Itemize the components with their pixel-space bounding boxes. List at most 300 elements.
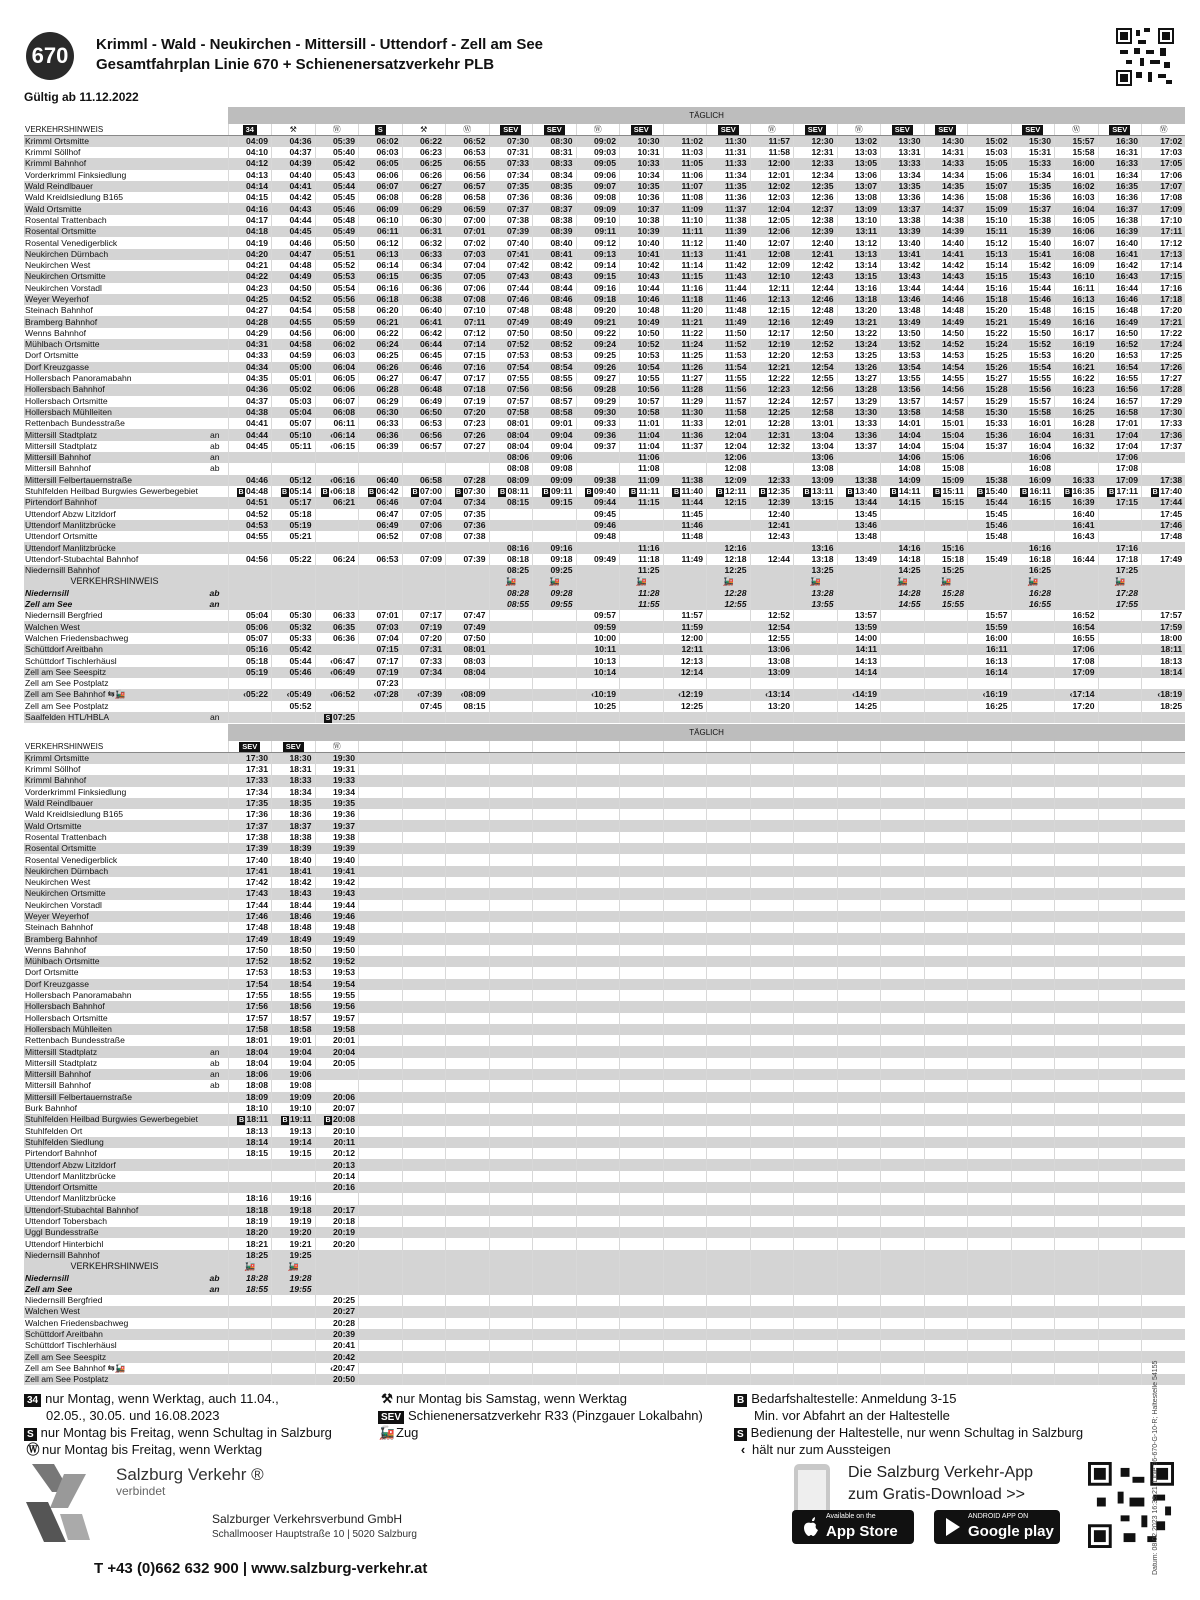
departure-time: 08:41 [533,249,577,260]
service-marker: ⚒ [402,124,446,136]
departure-time: 11:04 [620,429,664,440]
departure-time: 19:52 [315,956,359,967]
departure-time [489,922,533,933]
departure-time [1055,1046,1099,1057]
departure-time: 16:20 [1055,350,1099,361]
departure-time [402,576,446,587]
departure-time [620,1114,664,1125]
departure-time [924,644,968,655]
departure-time [881,945,925,956]
arrival-departure-flag [206,531,228,542]
departure-time [446,775,490,786]
departure-time [1055,1193,1099,1204]
timetable-row [24,1295,1185,1306]
departure-time: 17:09 [1098,475,1142,486]
departure-time [576,877,620,888]
departure-time: 12:24 [750,396,794,407]
contact-line[interactable]: T +43 (0)662 632 900 | www.salzburg-verkehr.at [94,1560,428,1577]
stop-name: Hollersbach Panoramabahn [25,990,132,1001]
departure-time: 17:29 [1142,396,1186,407]
departure-time [402,1024,446,1035]
departure-time [489,888,533,899]
departure-time: 16:00 [968,633,1012,644]
departure-time: B 11:11 [620,486,664,497]
arrival-departure-flag [206,956,228,967]
departure-time [794,922,838,933]
departure-time: 18:43 [272,888,316,899]
departure-time [1098,911,1142,922]
departure-time [968,1227,1012,1238]
departure-time: 15:54 [1011,362,1055,373]
departure-time: 06:30 [359,407,403,418]
departure-time [620,1024,664,1035]
departure-time: 06:58 [402,475,446,486]
departure-time: 06:23 [402,147,446,158]
departure-time [794,1351,838,1362]
departure-time: 07:19 [359,667,403,678]
departure-time [1011,644,1055,655]
departure-time [620,956,664,967]
departure-time: 09:16 [533,542,577,553]
departure-time: 18:34 [272,787,316,798]
departure-time [924,712,968,723]
stop-name: Rettenbach Bundesstraße [25,1035,125,1046]
departure-time [924,1250,968,1261]
departure-time [968,1363,1012,1374]
stop-name: Uttendorf Manlitzbrücke [25,1193,116,1204]
stop-name: Neukirchen West [25,260,91,271]
departure-time: 15:16 [968,283,1012,294]
departure-time [663,832,707,843]
departure-time [1011,520,1055,531]
departure-time: 11:08 [663,192,707,203]
print-stamp: Datum: 08.02.2023 16:38:21; Linie 96-670-G-10-R; Haltestelle 54155 [1152,1360,1159,1575]
departure-time [1142,463,1186,474]
departure-time: 05:19 [272,520,316,531]
timetable-row [24,979,1185,990]
departure-time [924,979,968,990]
departure-time: 16:06 [1011,452,1055,463]
departure-time [663,1148,707,1159]
service-marker: Ⓦ [315,124,359,136]
departure-time: 08:52 [533,339,577,350]
timetable-row [24,452,1185,463]
departure-time [489,1126,533,1137]
stop-name: Uttendorf Abzw Litzldorf [25,508,116,519]
arrival-departure-flag [206,1306,228,1317]
departure-time [837,1351,881,1362]
departure-time [489,531,533,542]
arrival-departure-flag [206,753,228,765]
departure-time [620,667,664,678]
departure-time [707,701,751,712]
departure-time [663,1261,707,1272]
departure-time [924,866,968,877]
departure-time: 20:11 [315,1137,359,1148]
departure-time: 10:42 [620,260,664,271]
departure-time [1055,1363,1099,1374]
stop-name: Wald Reindlbauer [24,798,206,809]
departure-time: 17:45 [1142,509,1186,520]
departure-time: 13:21 [837,316,881,327]
departure-time [968,1171,1012,1182]
arrival-departure-flag: an [206,1046,228,1057]
departure-time: 17:40 [228,854,272,865]
departure-time: 14:50 [924,328,968,339]
departure-time: 12:57 [794,396,838,407]
qr-code-icon[interactable] [1114,28,1176,86]
departure-time [359,701,403,712]
arrival-departure-flag [206,764,228,775]
departure-time: 15:15 [968,271,1012,282]
departure-time: 12:00 [663,633,707,644]
departure-time: 09:05 [576,158,620,169]
departure-time: 04:39 [272,158,316,169]
departure-time [1098,509,1142,520]
google-play-button[interactable] [934,1510,1060,1544]
service-marker [663,124,707,136]
departure-time [707,1035,751,1046]
app-promo-line2: zum Gratis-Download >> [848,1486,1025,1503]
departure-time: 06:39 [359,441,403,452]
departure-time: B 07:30 [446,486,490,497]
departure-time: 16:36 [1098,192,1142,203]
legend-item-school-stop: S Bedienung der Haltestelle, nur wenn Schultag in Salzburg [734,1424,1083,1441]
departure-time [924,1137,968,1148]
departure-time [228,1340,272,1351]
departure-time: 10:37 [620,203,664,214]
departure-time: 04:41 [272,181,316,192]
service-marker [1142,741,1186,753]
departure-time [881,1148,925,1159]
departure-time: 04:48 [272,260,316,271]
departure-time: 04:44 [272,215,316,226]
departure-time: 10:33 [620,158,664,169]
departure-time [620,621,664,632]
departure-time [707,520,751,531]
departure-time: 13:33 [881,158,925,169]
departure-time [359,1227,403,1238]
departure-time: 07:15 [359,644,403,655]
departure-time: 09:10 [576,215,620,226]
departure-time [533,1329,577,1340]
departure-time [620,689,664,700]
departure-time: 11:33 [707,158,751,169]
departure-time [750,1058,794,1069]
departure-time [402,1295,446,1306]
departure-time [968,911,1012,922]
departure-time: 13:57 [837,610,881,621]
departure-time [446,945,490,956]
departure-time [533,1024,577,1035]
departure-time [620,1340,664,1351]
departure-time [707,1250,751,1261]
departure-time [707,610,751,621]
departure-time [881,1035,925,1046]
departure-time [272,1374,316,1385]
departure-time [1098,1035,1142,1046]
departure-time [576,1250,620,1261]
google-play-label: Google play [968,1523,1054,1540]
departure-time [489,1374,533,1385]
departure-time: 13:54 [881,362,925,373]
departure-time: 06:06 [315,384,359,395]
departure-time [968,712,1012,723]
departure-time: 08:01 [446,644,490,655]
departure-time: 06:24 [315,554,359,565]
departure-time: 16:39 [1098,226,1142,237]
departure-time [968,933,1012,944]
departure-time: 07:55 [489,373,533,384]
departure-time: 06:57 [402,441,446,452]
departure-time [968,1272,1012,1283]
departure-time [533,1013,577,1024]
departure-time [881,1284,925,1295]
departure-time: 07:20 [402,633,446,644]
departure-time [1055,933,1099,944]
departure-time [446,712,490,723]
departure-time [1011,922,1055,933]
departure-time [881,1069,925,1080]
arrival-departure-flag [206,1363,228,1374]
departure-time [1055,1227,1099,1238]
departure-time [881,1159,925,1170]
arrival-departure-flag [206,1374,228,1385]
departure-time [272,678,316,689]
departure-time [620,633,664,644]
departure-time [489,1024,533,1035]
departure-time [794,854,838,865]
departure-time: 🚂 [707,576,751,587]
departure-time: 17:20 [1055,701,1099,712]
timetable-row [24,655,1185,666]
departure-time [446,1272,490,1283]
departure-time [446,1171,490,1182]
timetable-row [24,599,1185,610]
departure-time: 10:49 [620,316,664,327]
departure-time [1098,1329,1142,1340]
departure-time: 05:46 [272,667,316,678]
stop-name: Saalfelden HTL/HBLA [24,712,206,723]
departure-time: 13:46 [837,520,881,531]
departure-time [1011,712,1055,723]
arrival-departure-flag: an [206,712,228,723]
departure-time [359,933,403,944]
departure-time [402,1035,446,1046]
departure-time: 04:53 [228,520,272,531]
departure-time: 16:11 [1055,283,1099,294]
departure-time: 17:48 [228,922,272,933]
departure-time: 09:14 [576,260,620,271]
departure-time [359,1148,403,1159]
departure-time [489,933,533,944]
departure-time [750,764,794,775]
departure-time [533,1126,577,1137]
departure-time [794,1046,838,1057]
timetable-row [24,203,1185,214]
departure-time: 06:46 [359,497,403,508]
departure-time: 15:26 [968,362,1012,373]
departure-time [533,990,577,1001]
departure-time [489,1227,533,1238]
arrival-departure-flag [206,373,228,384]
departure-time: 15:03 [968,147,1012,158]
departure-time [794,1035,838,1046]
departure-time [359,576,403,587]
timetable-row [24,1318,1185,1329]
departure-time [402,1080,446,1091]
departure-time [446,1284,490,1295]
departure-time [533,1114,577,1125]
departure-time: B 15:40 [968,486,1012,497]
stop-name: Schüttdorf Areitbahn [24,1329,206,1340]
departure-time [533,1216,577,1227]
departure-time [837,1069,881,1080]
departure-time [1142,588,1186,599]
departure-time: 17:05 [1142,158,1186,169]
departure-time: 06:50 [402,407,446,418]
departure-time [968,1103,1012,1114]
stop-name: Hollersbach Ortsmitte [25,1012,108,1023]
departure-time: 06:15 [359,271,403,282]
departure-time [576,866,620,877]
departure-time [533,509,577,520]
departure-time [750,1092,794,1103]
departure-time: 12:06 [707,452,751,463]
timetable-row [24,1001,1185,1012]
departure-time: 13:03 [837,147,881,158]
timetable-row [24,158,1185,169]
departure-time: 12:23 [750,384,794,395]
departure-time [620,1001,664,1012]
departure-time [924,854,968,865]
arrival-departure-flag [206,1001,228,1012]
departure-time [663,542,707,553]
departure-time: 14:55 [924,373,968,384]
stop-name: Niedernsill Bergfried [25,610,103,621]
departure-time [1098,1137,1142,1148]
departure-time [1142,1227,1186,1238]
departure-time: 14:08 [881,463,925,474]
stop-name: Krimml Söllhof [25,764,81,775]
stop-name: Niedernsill Bahnhof [24,565,206,576]
departure-time: 04:51 [228,497,272,508]
departure-time: 09:15 [533,497,577,508]
departure-time [489,990,533,1001]
departure-time [924,922,968,933]
departure-time [707,621,751,632]
departure-time: 11:20 [663,305,707,316]
departure-time: 🚂 [1011,576,1055,587]
departure-time [837,911,881,922]
departure-time [1055,1092,1099,1103]
departure-time [272,1340,316,1351]
stop-name: Dorf Ortsmitte [25,350,79,361]
departure-time [576,922,620,933]
departure-time [837,854,881,865]
service-marker [272,741,316,753]
departure-time [446,820,490,831]
departure-time [924,1103,968,1114]
departure-time [446,787,490,798]
stop-name: Wald Ortsmitte [24,820,206,831]
departure-time [1142,1261,1186,1272]
departure-time [794,753,838,765]
departure-time [533,1205,577,1216]
departure-time: 06:25 [359,350,403,361]
departure-time [794,1284,838,1295]
departure-time: 15:30 [968,407,1012,418]
departure-time [1142,1272,1186,1283]
timetable-row [24,1340,1185,1351]
departure-time [228,1171,272,1182]
departure-time [968,1013,1012,1024]
departure-time: 07:00 [446,215,490,226]
timetable-row [24,1182,1185,1193]
departure-time [446,854,490,865]
departure-time [1055,1261,1099,1272]
arrival-departure-flag [206,809,228,820]
departure-time [794,1069,838,1080]
departure-time [707,1295,751,1306]
departure-time [663,1114,707,1125]
timetable-row [24,1363,1185,1374]
departure-time: 14:16 [881,542,925,553]
departure-time: 06:07 [315,396,359,407]
app-store-button[interactable] [792,1510,914,1544]
departure-time [1011,1092,1055,1103]
departure-time [837,922,881,933]
departure-time [663,809,707,820]
arrival-departure-flag [206,911,228,922]
departure-time [576,1329,620,1340]
departure-time: 11:11 [663,226,707,237]
departure-time: 11:56 [707,384,751,395]
departure-time: 15:38 [968,475,1012,486]
departure-time [1098,1069,1142,1080]
departure-time [881,1171,925,1182]
stop-name: Hollersbach Bahnhof [24,384,206,395]
departure-time [446,956,490,967]
departure-time [359,1171,403,1182]
departure-time [402,542,446,553]
departure-time: 05:18 [272,509,316,520]
departure-time: 13:26 [837,362,881,373]
departure-time: 08:46 [533,294,577,305]
departure-time [1098,967,1142,978]
departure-time [968,1329,1012,1340]
departure-time [750,1126,794,1137]
departure-time: 18:08 [228,1080,272,1091]
departure-time [881,1092,925,1103]
departure-time [707,1272,751,1283]
departure-time [576,1092,620,1103]
departure-time: 04:36 [272,136,316,148]
departure-time: 12:15 [707,497,751,508]
departure-time: 06:22 [402,136,446,148]
departure-time: 20:41 [315,1340,359,1351]
departure-time: 13:05 [837,158,881,169]
departure-time [794,1250,838,1261]
departure-time [402,854,446,865]
departure-time [663,1035,707,1046]
timetable-row [24,215,1185,226]
departure-time [750,1351,794,1362]
departure-time: 05:21 [272,531,316,542]
departure-time: 04:54 [272,305,316,316]
stop-name: Dorf Kreuzgasse [24,362,206,373]
departure-time [402,1216,446,1227]
